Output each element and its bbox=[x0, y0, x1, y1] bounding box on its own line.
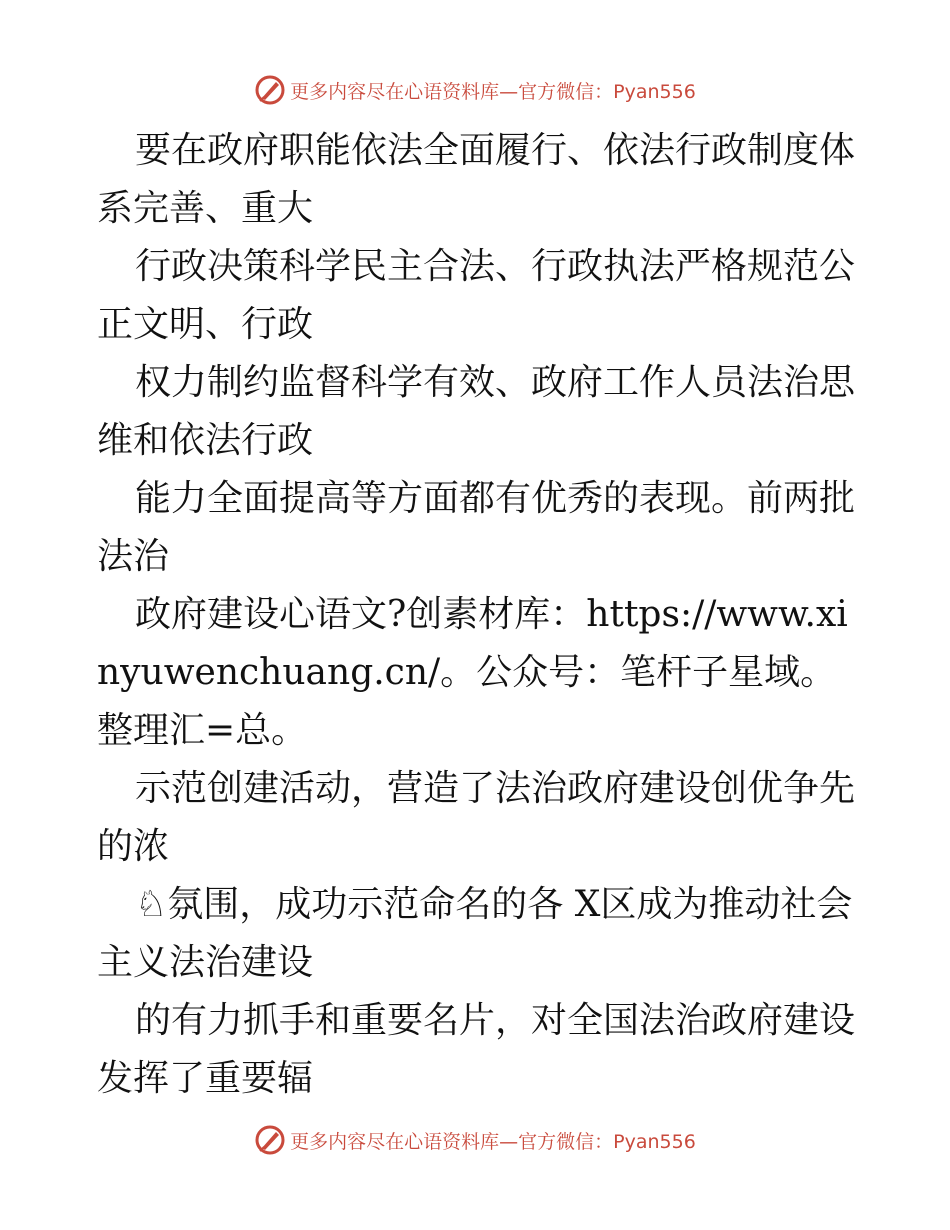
paragraph-8: 的有力抓手和重要名片，对全国法治政府建设发挥了重要辐 bbox=[97, 1000, 856, 1099]
header-banner-text: 更多内容尽在心语资料库—官方微信：Pyan556 bbox=[290, 80, 696, 103]
document-body bbox=[97, 122, 867, 1108]
header-banner bbox=[0, 70, 950, 110]
paragraph-1: 要在政府职能依法全面履行、依法行政制度体系完善、重大 bbox=[97, 130, 856, 229]
paragraph-2: 行政决策科学民主合法、行政执法严格规范公正文明、行政 bbox=[97, 246, 856, 345]
header-banner-inner bbox=[254, 74, 696, 106]
quill-logo-icon bbox=[254, 74, 286, 106]
footer-banner bbox=[0, 1120, 950, 1160]
footer-banner-text: 更多内容尽在心语资料库—官方微信：Pyan556 bbox=[290, 1130, 696, 1153]
paragraph-6: 示范创建活动，营造了法治政府建设创优争先的浓 bbox=[97, 768, 856, 867]
quill-logo-icon bbox=[254, 1124, 286, 1156]
paragraph-4: 能力全面提高等方面都有优秀的表现。前两批法治 bbox=[97, 478, 856, 577]
paragraph-7: ♘氛围，成功示范命名的各 X区成为推动社会主义法治建设 bbox=[97, 884, 853, 983]
paragraph-5: 政府建设心语文?创素材库：https://www.xinyuwenchuang.cn/。公众号：笔杆子星域。整理汇=总。 bbox=[97, 594, 848, 751]
footer-banner-inner bbox=[254, 1124, 696, 1156]
paragraph-3: 权力制约监督科学有效、政府工作人员法治思维和依法行政 bbox=[97, 362, 856, 461]
